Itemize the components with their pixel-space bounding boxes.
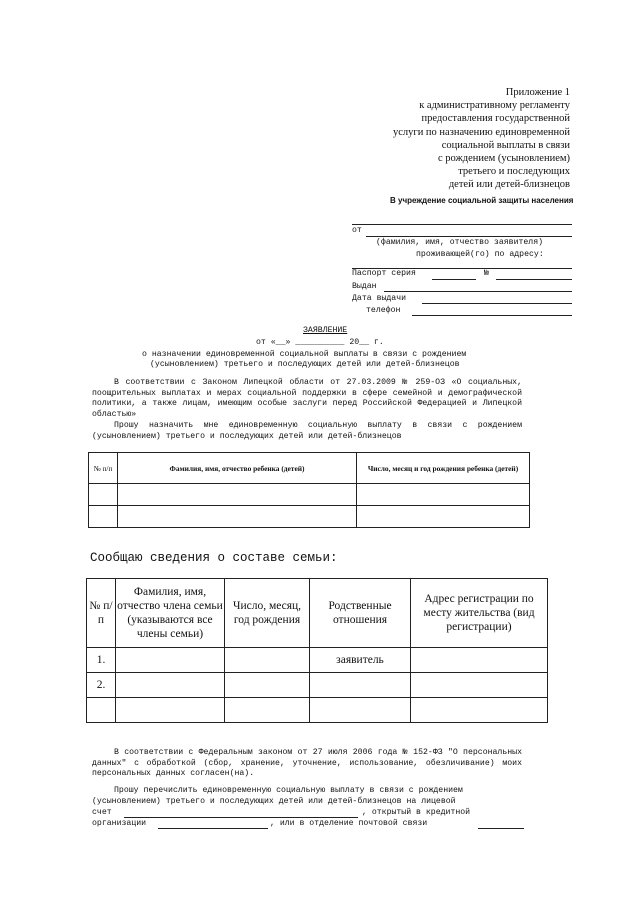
table-header-cell: Число, месяц, год рождения [225,579,310,648]
residing-label: проживающей(го) по адресу: [416,250,544,259]
account-opened-label: , открытый в кредитной [362,808,471,817]
appendix-line: Приложение 1 [505,87,570,98]
payment-request-line2: (усыновлением) третьего и последующих детей или детей-близнецов на лицевой [92,797,456,806]
table-cell[interactable] [310,698,411,723]
table-cell[interactable] [357,484,530,506]
table-row [87,673,548,698]
issue-date-field[interactable] [422,303,572,304]
appendix-line: социальной выплаты в связи [441,139,570,151]
table-cell[interactable] [357,506,530,528]
table-cell: заявитель [310,648,411,673]
table-header-cell: Родственные отношения [310,579,411,648]
table-row [89,484,530,506]
phone-field[interactable] [412,315,572,316]
credit-organization-field[interactable] [158,828,268,829]
organization-label: организации [92,819,147,828]
appendix-line: с рождением (усыновлением) [437,153,570,165]
post-office-field[interactable] [478,828,524,829]
statement-date: от «__» __________ 20__ г. [256,338,384,347]
appendix-line: третьего и последующих [458,166,570,178]
issued-label: Выдан [352,282,377,291]
table-cell[interactable] [89,506,118,528]
recipient-line[interactable] [352,224,572,225]
table-header-cell: Адрес регистрации по месту жительства (вид регистрации) [411,579,548,648]
family-section-heading: Сообщаю сведения о составе семьи: [90,551,338,565]
table-cell[interactable] [225,698,310,723]
table-cell[interactable] [116,698,225,723]
applicant-name-field[interactable] [366,236,572,237]
applicant-name-hint: (фамилия, имя, отчество заявителя) [376,238,544,247]
table-cell[interactable] [310,673,411,698]
appendix-line: услуги по назначению единовременной [392,126,570,138]
statement-subject-line2: (усыновлением) третьего и последующих детей или детей-близнецов [150,360,460,369]
table-cell[interactable] [411,673,548,698]
table-header-cell: № п/п [89,453,118,484]
from-label: от [352,226,362,235]
family-table [86,578,548,723]
passport-label: Паспорт серия [352,269,416,278]
table-cell[interactable] [116,648,225,673]
table-cell[interactable] [411,648,548,673]
children-table [88,452,530,528]
account-number-field[interactable] [124,817,358,818]
table-cell[interactable] [89,484,118,506]
table-cell[interactable] [225,648,310,673]
table-cell[interactable] [116,673,225,698]
table-row [87,698,548,723]
table-cell[interactable] [118,506,357,528]
statement-subject-line1: о назначении единовременной социальной выплаты в связи с рождением [142,350,467,359]
table-cell[interactable] [225,673,310,698]
issued-field[interactable] [384,291,572,292]
passport-number-label: № [484,269,489,278]
statement-body-paragraph2: Прошу назначить мне единовременную социальную выплату в связи с рождением (усыновлением) третьего и последующих детей или детей-близнецов [92,421,522,441]
table-header-cell: Фамилия, имя, отчество ребенка (детей) [118,453,357,484]
issue-date-label: Дата выдачи [352,294,407,303]
passport-number-field[interactable] [496,279,572,280]
statement-title: ЗАЯВЛЕНИЕ [303,326,348,335]
table-cell[interactable] [411,698,548,723]
table-row [89,506,530,528]
appendix-line: предоставления государственной [421,113,570,125]
table-header-row [87,579,548,648]
appendix-line: детей или детей-близнецов [448,179,570,191]
table-header-cell: Фамилия, имя, отчество члена семьи (указываются все члены семьи) [116,579,225,648]
table-row [87,648,548,673]
payment-request-line1: Прошу перечислить единовременную социальную выплату в связи с рождением [114,786,463,795]
phone-label: телефон [366,306,401,315]
appendix-block [330,86,570,192]
table-cell: 2. [87,673,116,698]
table-header-cell: Число, месяц и год рождения ребенка (детей) [357,453,530,484]
passport-series-field[interactable] [432,279,476,280]
table-header-cell: № п/п [87,579,116,648]
recipient-label: В учреждение социальной защиты населения [390,196,574,205]
statement-body-paragraph1: В соответствии с Законом Липецкой области от 27.03.2009 № 259-ОЗ «О социальных, поощрительных выплатах и мерах социальной поддержки в сфере семейной и демографической политики, а также лицам, имеющим особые заслуги перед Российской Федерацией и Липецкой областью» [92,378,522,419]
consent-paragraph: В соответствии с Федеральным законом от 27 июля 2006 года № 152-ФЗ "О персональных данных" с обработкой (сбор, хранение, уточнение, использование, обезличивание) моих персональных данных согласен(на). [92,748,522,779]
account-label: счет [92,808,112,817]
appendix-line: к административному регламенту [419,100,570,112]
table-cell [87,698,116,723]
table-cell: 1. [87,648,116,673]
table-header-row [89,453,530,484]
post-office-label: , или в отделение почтовой связи [270,819,428,828]
table-cell[interactable] [118,484,357,506]
